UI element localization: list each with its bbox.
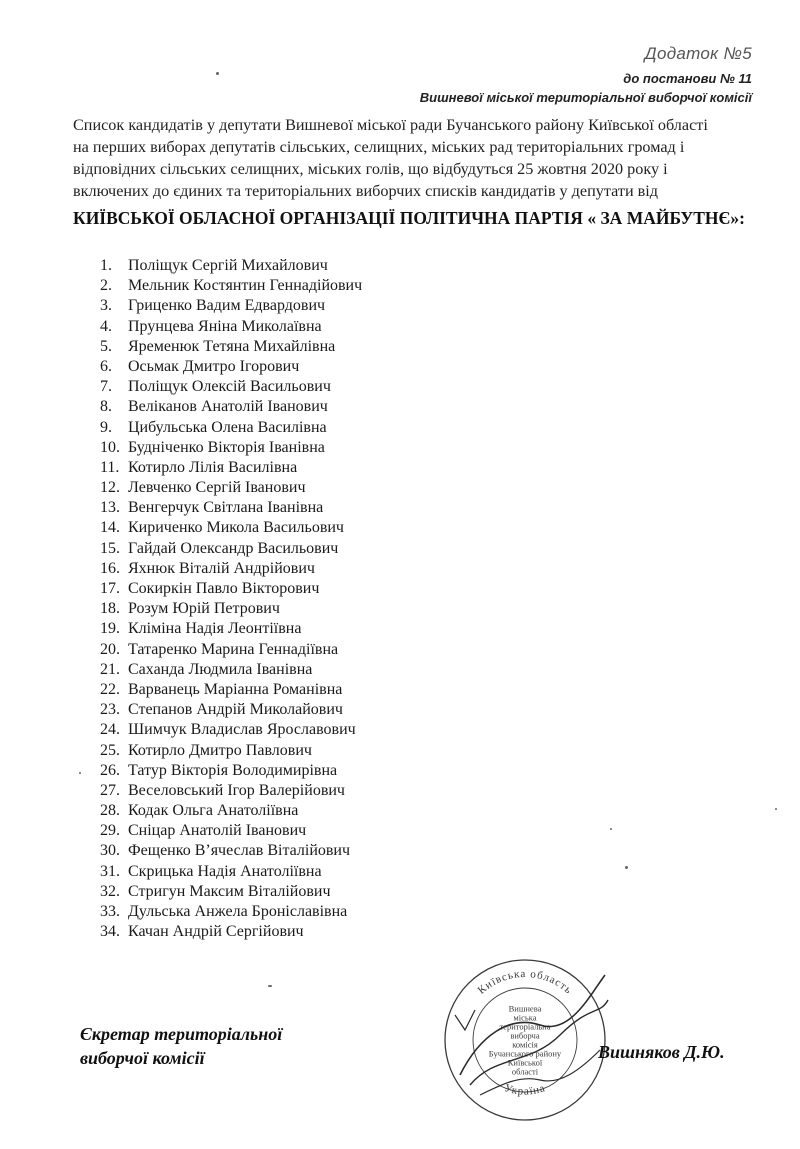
candidate-name: Веліканов Анатолій Іванович (128, 398, 328, 416)
candidate-item (100, 397, 362, 417)
stamp-center-line: Вишнева (508, 1003, 542, 1014)
candidate-name: Котирло Дмитро Павлович (128, 741, 312, 759)
candidate-item (100, 377, 362, 397)
candidate-name: Татур Вікторія Володимирівна (128, 761, 338, 779)
stamp-top-text: Київська область (475, 967, 575, 997)
stamp-center-line: міська (513, 1012, 537, 1023)
candidate-number: 4. (100, 317, 112, 335)
candidate-item (100, 599, 362, 619)
candidate-number: 18. (100, 600, 120, 618)
candidate-number: 22. (100, 680, 120, 698)
candidate-name: Качан Андрій Сергійович (128, 923, 304, 941)
candidate-item (100, 821, 362, 841)
signature-role-line: Єкретар територіальної (80, 1024, 283, 1044)
candidate-name: Кліміна Надія Леонтіївна (128, 620, 302, 638)
candidate-name: Гайдай Олександр Васильович (128, 539, 339, 557)
candidate-number: 20. (100, 640, 120, 658)
candidate-number: 17. (100, 580, 120, 597)
signature-role (80, 1022, 282, 1070)
candidate-name: Прунцева Яніна Миколаївна (128, 317, 322, 335)
candidate-number: 31. (100, 862, 120, 880)
candidate-number: 8. (100, 398, 112, 416)
candidate-name: Гриценко Вадим Едвардович (128, 297, 326, 315)
candidate-number: 12. (100, 479, 120, 497)
candidate-number: 28. (100, 802, 120, 820)
candidate-name: Мельник Костянтин Геннадійович (128, 277, 363, 295)
candidate-item (100, 801, 362, 821)
candidate-number: 32. (100, 882, 120, 900)
scan-speck (79, 772, 81, 774)
candidate-item (100, 317, 362, 337)
candidate-number: 11. (100, 458, 120, 476)
candidate-item (100, 660, 362, 680)
candidate-number: 10. (100, 438, 120, 456)
candidate-item (100, 761, 362, 781)
candidate-name: Цибульська Олена Василівна (128, 418, 327, 436)
candidate-name: Поліщук Сергій Михайлович (128, 257, 328, 274)
candidate-item (100, 357, 362, 377)
annex-commission: Вишневої міської територіальної виборчої комісії (419, 90, 752, 105)
candidate-number: 1. (100, 257, 112, 274)
candidate-item (100, 256, 362, 276)
candidate-item (100, 296, 362, 316)
candidate-item (100, 902, 362, 922)
stamp-center-line: виборча (510, 1030, 540, 1041)
candidate-list (100, 256, 362, 942)
candidate-name: Левченко Сергій Іванович (128, 479, 306, 497)
candidate-item (100, 882, 362, 902)
candidate-number: 30. (100, 842, 120, 860)
candidate-number: 15. (100, 539, 120, 557)
candidate-name: Будніченко Вікторія Іванівна (128, 438, 325, 456)
candidate-name: Саханда Людмила Іванівна (128, 660, 313, 678)
candidate-number: 14. (100, 519, 120, 537)
candidate-item (100, 478, 362, 498)
candidate-item (100, 518, 362, 538)
scan-speck (625, 866, 628, 869)
signature-stroke (455, 1010, 475, 1030)
candidate-number: 29. (100, 822, 120, 840)
candidate-item (100, 276, 362, 296)
candidate-item (100, 700, 362, 720)
candidate-item (100, 418, 362, 438)
candidate-number: 27. (100, 781, 120, 799)
candidate-number: 26. (100, 761, 120, 779)
candidate-name: Скрицька Надія Анатоліївна (128, 862, 322, 880)
candidate-number: 25. (100, 741, 120, 759)
candidate-number: 6. (100, 357, 112, 375)
candidate-name: Котирло Лілія Василівна (128, 458, 298, 476)
candidate-item (100, 781, 362, 801)
candidate-name: Венгерчук Світлана Іванівна (128, 499, 324, 517)
candidate-item (100, 458, 362, 478)
candidate-number: 24. (100, 721, 120, 739)
candidate-number: 9. (100, 418, 112, 436)
candidate-number: 16. (100, 559, 120, 577)
candidate-name: Розум Юрій Петрович (128, 600, 280, 618)
candidate-number: 23. (100, 701, 120, 719)
stamp-center-line: Київської (507, 1057, 543, 1068)
stamp-center-line: Бучанського району (488, 1048, 562, 1059)
stamp-center-text (489, 1004, 562, 1077)
candidate-number: 13. (100, 499, 120, 517)
candidate-item (100, 579, 362, 599)
intro-paragraph (73, 114, 763, 202)
scan-speck (268, 985, 272, 987)
candidate-item (100, 539, 362, 559)
candidate-name: Поліщук Олексій Васильович (128, 378, 331, 396)
candidate-number: 19. (100, 620, 120, 638)
official-stamp (440, 955, 610, 1125)
candidate-name: Шимчук Владислав Ярославович (128, 721, 356, 739)
stamp-center-line: територіальна (499, 1021, 551, 1032)
candidate-name: Дульська Анжела Броніславівна (128, 903, 348, 920)
candidate-name: Фещенко В’ячеслав Віталійович (128, 842, 351, 860)
candidate-item (100, 862, 362, 882)
candidate-name: Сніцар Анатолій Іванович (128, 822, 307, 840)
candidate-number: 34. (100, 923, 120, 941)
candidate-name: Яременюк Тетяна Михайлівна (128, 337, 336, 355)
candidate-number: 5. (100, 337, 112, 355)
candidate-item (100, 619, 362, 639)
signature-name: Вишняков Д.Ю. (598, 1042, 725, 1062)
intro-line: Список кандидатів у депутати Вишневої міської ради Бучанського району Київської області (73, 116, 708, 134)
candidate-number: 33. (100, 903, 120, 920)
candidate-number: 3. (100, 297, 112, 315)
candidate-item (100, 680, 362, 700)
stamp-center-line: області (511, 1066, 539, 1077)
candidate-item (100, 438, 362, 458)
stamp-bottom-text: Україна (502, 1082, 548, 1098)
scan-speck (610, 828, 612, 830)
candidate-name: Кириченко Микола Васильович (128, 519, 344, 537)
candidate-item (100, 720, 362, 740)
candidate-name: Степанов Андрій Миколайович (128, 701, 343, 719)
candidate-item (100, 741, 362, 761)
candidate-name: Кодак Ольга Анатоліївна (128, 802, 299, 820)
candidate-item (100, 640, 362, 660)
scan-speck (216, 72, 219, 75)
candidate-name: Сокиркін Павло Вікторович (128, 580, 320, 597)
candidate-name: Варванець Маріанна Романівна (128, 680, 343, 698)
candidate-item (100, 922, 362, 942)
candidate-number: 21. (100, 660, 120, 678)
candidate-name: Стригун Максим Віталійович (128, 882, 331, 900)
annex-number: Додаток №5 (644, 44, 752, 63)
candidate-number: 2. (100, 277, 112, 295)
intro-line: включених до єдиних та територіальних виборчих списків кандидатів у депутати від (73, 182, 659, 200)
candidate-number: 7. (100, 378, 112, 396)
intro-line: на перших виборах депутатів сільських, селищних, міських рад територіальних громад і (73, 138, 685, 156)
scan-speck (775, 808, 777, 810)
candidate-item (100, 498, 362, 518)
candidate-name: Веселовський Ігор Валерійович (128, 781, 345, 799)
stamp-center-line: комісія (512, 1039, 538, 1050)
signature-role-line: виборчої комісії (80, 1048, 205, 1068)
party-heading: КИЇВСЬКОЇ ОБЛАСНОЇ ОРГАНІЗАЦІЇ ПОЛІТИЧНА ПАРТІЯ « ЗА МАЙБУТНЄ»: (73, 208, 745, 228)
candidate-item (100, 337, 362, 357)
candidate-item (100, 841, 362, 861)
intro-line: відповідних сільських селищних, міських голів, що відбудуться 25 жовтня 2020 року і (73, 160, 668, 178)
candidate-name: Яхнюк Віталій Андрійович (128, 559, 315, 577)
candidate-item (100, 559, 362, 579)
candidate-name: Осьмак Дмитро Ігорович (128, 357, 300, 375)
candidate-name: Татаренко Марина Геннадіївна (128, 640, 339, 658)
annex-resolution: до постанови № 11 (623, 71, 752, 86)
